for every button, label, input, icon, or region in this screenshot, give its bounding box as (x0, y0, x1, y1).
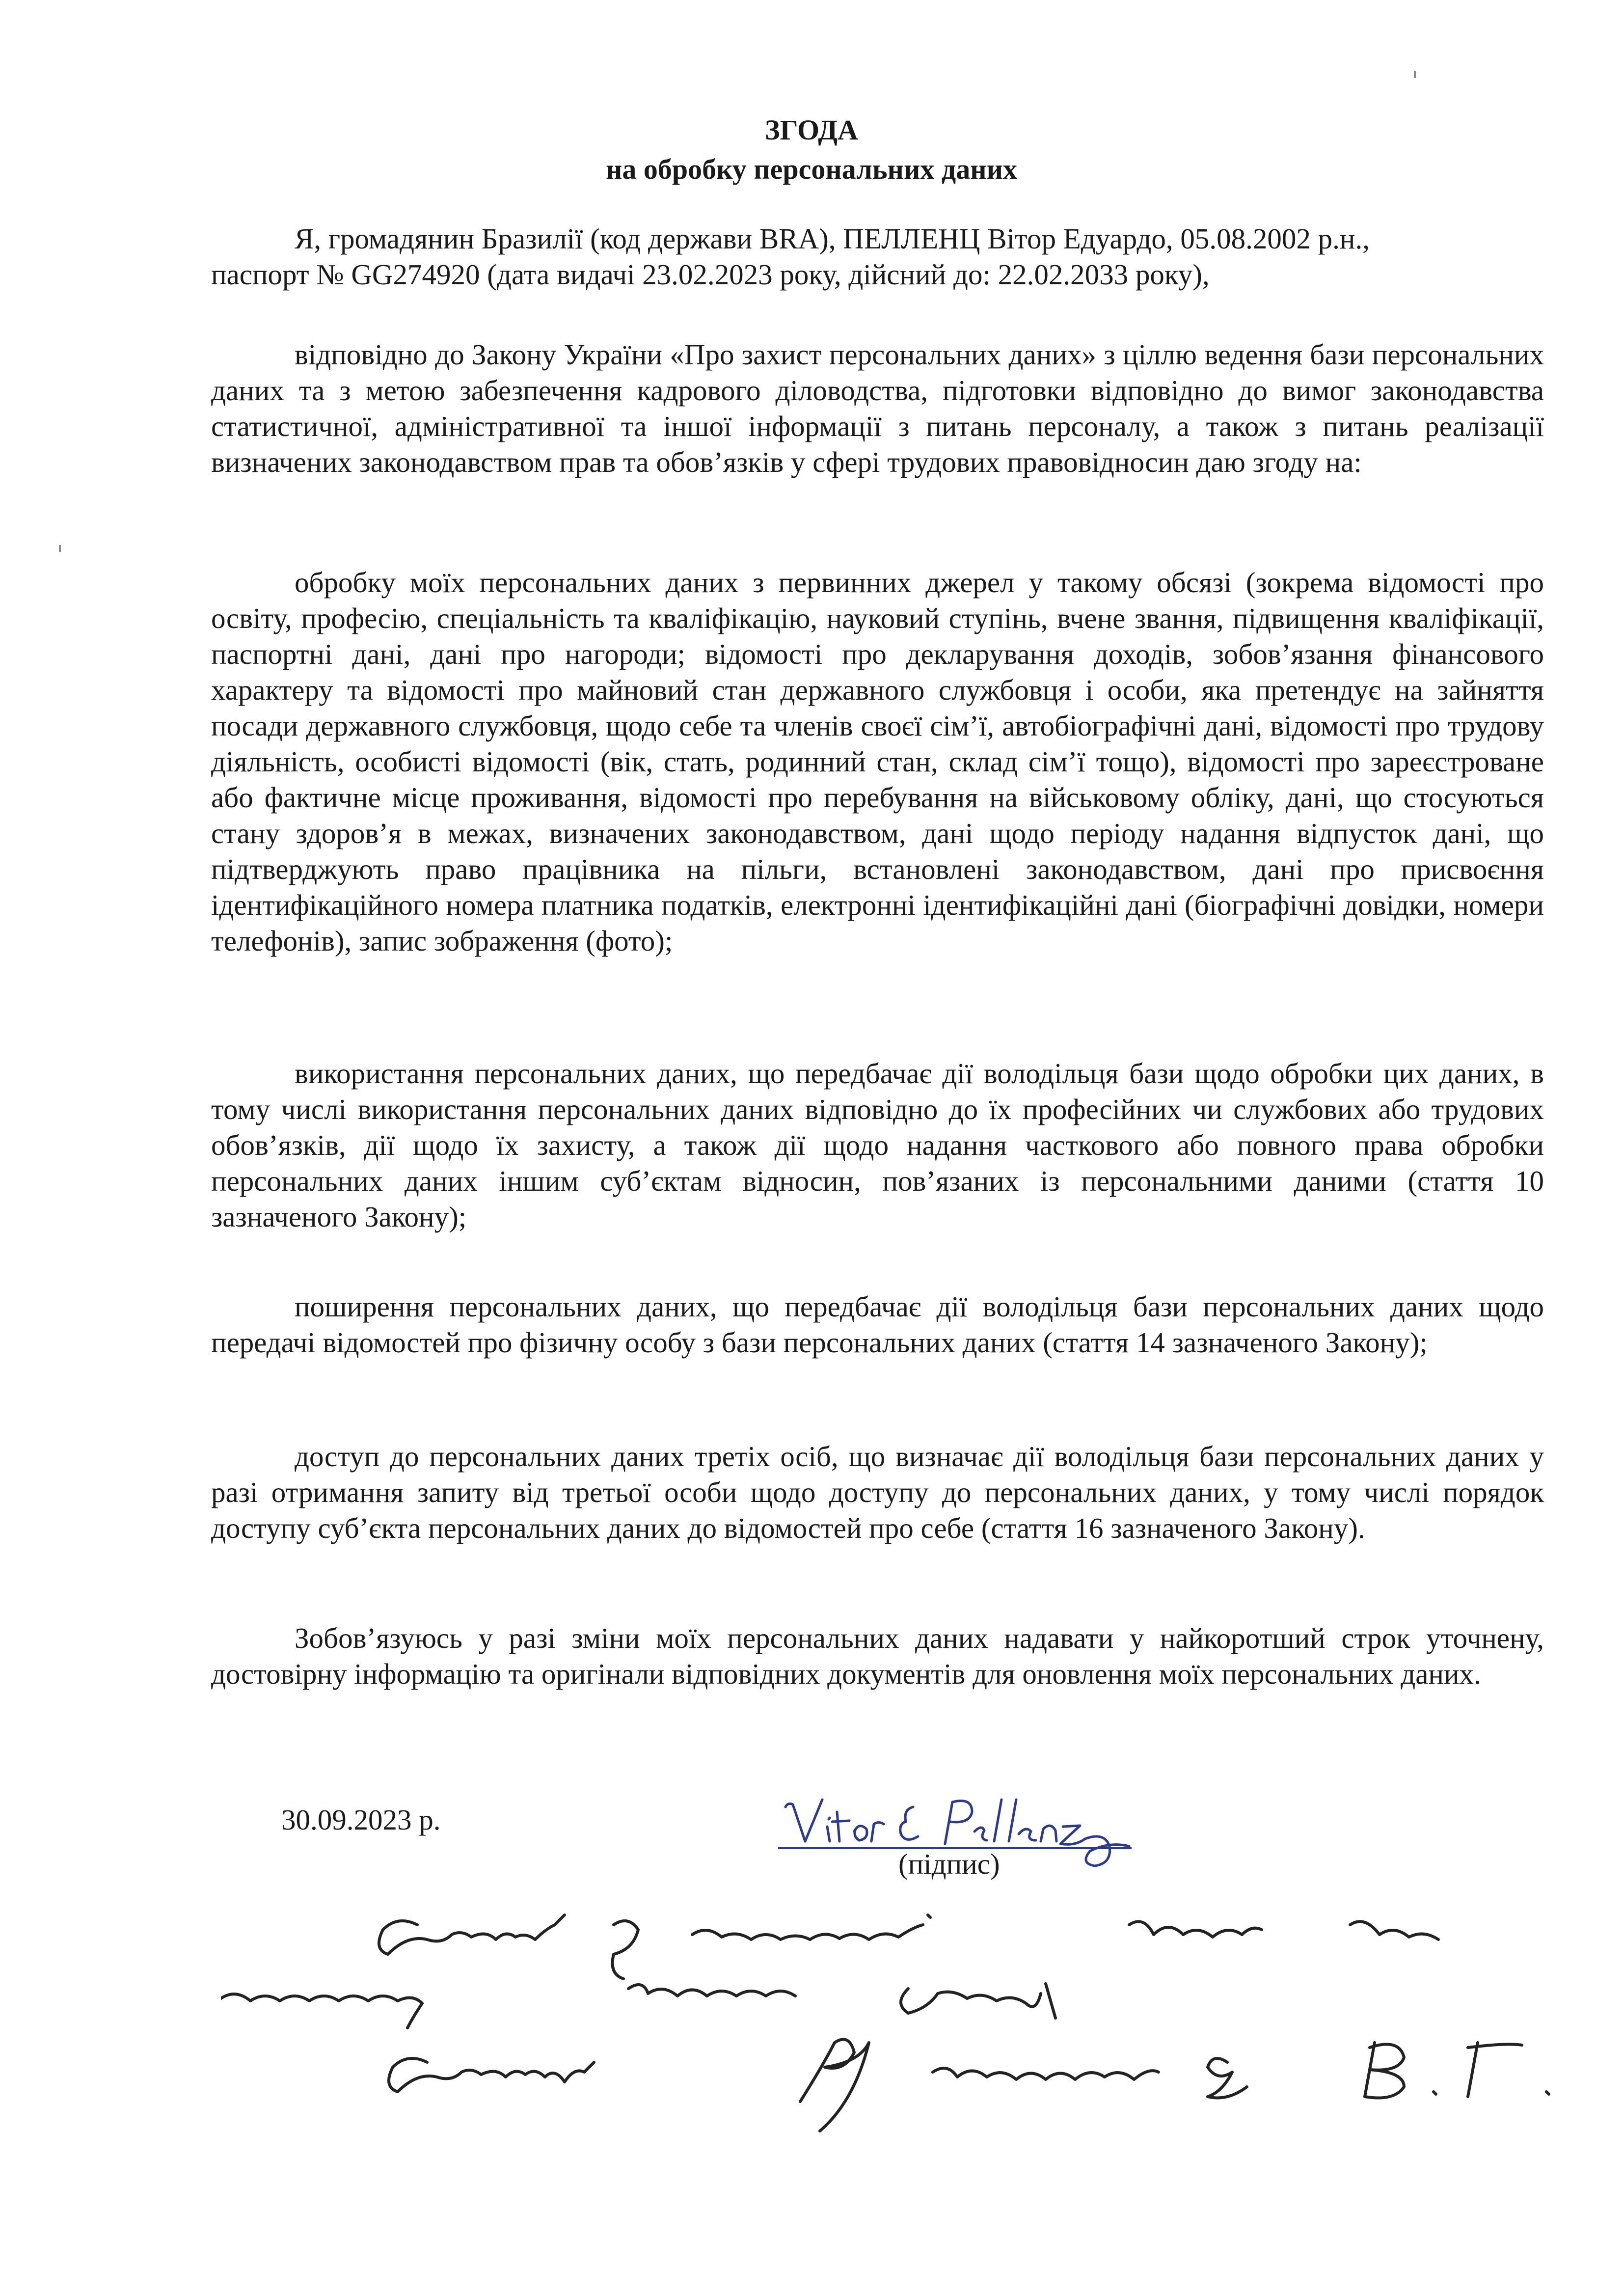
consent-paragraph-processing: обробку моїх персональних даних з первинних джерел у такому обсязі (зокрема відомості про освіту, професію, спеціальність та кваліфікацію, науковий ступінь, вчене звання, підвищення кваліфікації, паспортні дані, дані про нагороди; відомості про декларування доходів, зобов’язання фінансового характеру та відомості про майновий стан державного службовця і особи, яка претендує на зайняття посади державного службовця, щодо себе та членів своєї сім’ї, автобіографічні дані, відомості про трудову діяльність, особисті відомості (вік, стать, родинний стан, склад сім’ї тощо), відомості про зареєстроване або фактичне місце проживання, відомості про перебування на військовому обліку, дані, що стосуються стану здоров’я в межах, визначених законодавством, дані щодо періоду надання відпусток дані, що підтверджують право працівника на пільги, встановлені законодавством, дані про присвоєння ідентифікаційного номера платника податків, електронні ідентифікаційні дані (біографічні довідки, номери телефонів), запис зображення (фото); (211, 566, 1544, 957)
scan-speck (59, 545, 61, 552)
document-title: ЗГОДА (764, 114, 859, 146)
document-subtitle: на обробку персональних даних (605, 153, 1018, 185)
consent-paragraph-usage: використання персональних даних, що передбачає дії володільця бази щодо обробки цих даних, в тому числі використання персональних даних відповідно до їх професійних чи службових або трудових обов’язків, дії щодо їх захисту, а також дії щодо надання часткового або повного права обробки персональних даних іншим суб’єктам відносин, пов’язаних із персональними даними (стаття 10 зазначеного Закону); (211, 1057, 1544, 1233)
obligation-paragraph: Зобов’язуюсь у разі зміни моїх персональних даних надавати у найкоротший строк уточнену, достовірну інформацію та оригінали відповідних документів для оновлення моїх персональних даних. (211, 1622, 1544, 1690)
signature-date: 30.09.2023 р. (281, 1804, 441, 1836)
intro-line-1: Я, громадянин Бразилії (код держави BRA), ПЕЛЛЕНЦ Вітор Едуардо, 05.08.2002 р.н., (295, 222, 1370, 255)
consent-paragraph-distribution: поширення персональних даних, що передбачає дії володільця бази персональних даних щодо передачі відомостей про фізичну особу з бази персональних даних (стаття 14 зазначеного Закону); (211, 1290, 1544, 1359)
consent-paragraph-basis: відповідно до Закону України «Про захист персональних даних» з ціллю ведення бази персональних даних та з метою забезпечення кадрового діловодства, підготовки відповідно до вимог законодавства статистичної, адміністративної та іншої інформації з питань персоналу, а також з питань реалізації визначених законодавством прав та обов’язків у сфері трудових правовідносин даю згоду на: (211, 338, 1544, 478)
handwritten-translator-note (221, 1895, 1596, 2151)
intro-line-2: паспорт № GG274920 (дата видачі 23.02.2023 року, дійсний до: 22.02.2033 року), (211, 258, 1210, 291)
scan-speck (1414, 71, 1416, 78)
consent-paragraph-access: доступ до персональних даних третіх осіб, що визначає дії володільця бази персональних даних у разі отримання запиту від третьої особи щодо доступу до персональних даних, у тому числі порядок доступу суб’єкта персональних даних до відомостей про себе (стаття 16 зазначеного Закону). (211, 1440, 1544, 1544)
signature-caption: (підпис) (898, 1848, 1000, 1880)
